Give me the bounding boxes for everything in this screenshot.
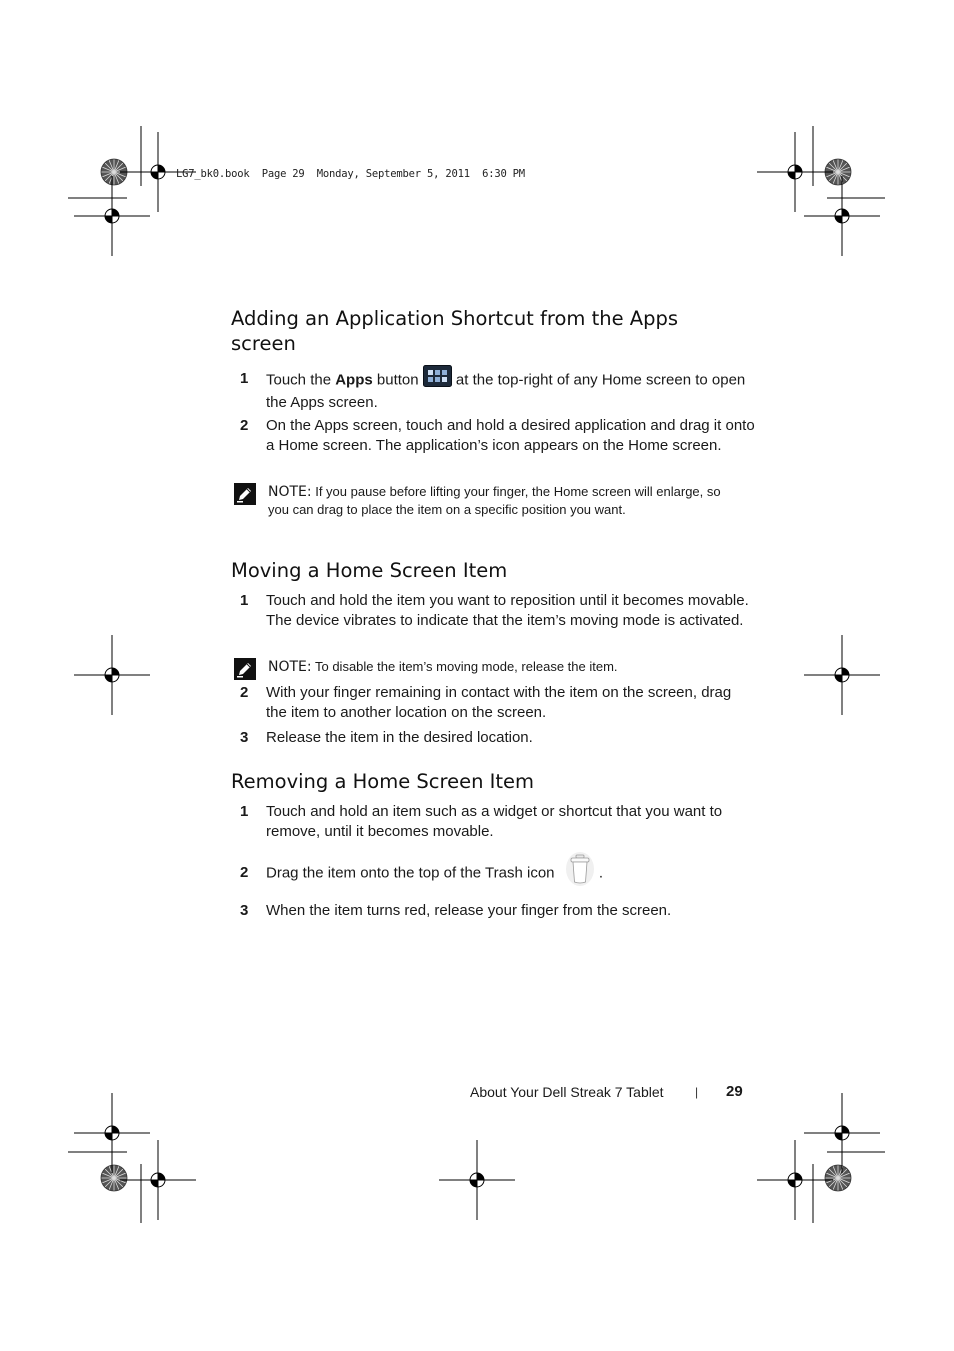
step-item [240, 369, 760, 411]
book-slug-line: LG7_bk0.book Page 29 Monday, September 5, 2011 6:30 PM [176, 168, 525, 180]
step-item [240, 863, 760, 897]
footer-separator: | [695, 1085, 699, 1099]
section-heading-adding-shortcut: Adding an Application Shortcut from the Apps screen [231, 307, 679, 355]
color-bar-star-icon [101, 1165, 127, 1191]
step-number: 3 [240, 729, 249, 746]
apps-grid-icon [423, 365, 452, 393]
section-heading-removing-item: Removing a Home Screen Item [231, 770, 535, 793]
step-text: On the Apps screen, touch and hold a desired application and drag it onto a Home screen. The application’s icon appears on the Home screen. [266, 417, 755, 454]
note-block [234, 483, 734, 539]
step-text: When the item turns red, release your finger from the screen. [266, 902, 672, 919]
note-label: NOTE: [268, 484, 312, 500]
step-text: Touch and hold an item such as a widget or shortcut that you want to remove, until it becomes movable. [266, 803, 723, 840]
apps-label: Apps [335, 371, 373, 389]
pencil-note-icon [234, 658, 256, 680]
step-text: With your finger remaining in contact with the item on the screen, drag the item to another location on the screen. [266, 684, 732, 721]
step-item [240, 683, 760, 725]
registration-mark-icon [120, 1140, 196, 1220]
registration-mark-icon [804, 1093, 880, 1173]
step-text: Touch the Apps button at the top-right of any Home screen to open the Apps screen. [266, 369, 756, 412]
note-block [234, 658, 734, 680]
step-number: 3 [240, 902, 249, 919]
registration-mark-icon [757, 1140, 833, 1220]
registration-mark-icon [804, 635, 880, 715]
note-text: NOTE: To disable the item’s moving mode, release the item. [268, 659, 618, 675]
registration-mark-icon [74, 1093, 150, 1173]
registration-mark-icon [804, 176, 880, 256]
step-item [240, 591, 760, 651]
step-number: 1 [240, 592, 249, 609]
step-text: Touch and hold the item you want to reposition until it becomes movable. The device vibrates to indicate that the item’s moving mode is activated. [266, 592, 749, 629]
step-number: 2 [240, 684, 249, 701]
step-number: 1 [240, 803, 249, 820]
footer-chapter-title: About Your Dell Streak 7 Tablet [470, 1084, 664, 1100]
step-item [240, 901, 760, 923]
pencil-note-icon [234, 483, 256, 505]
step-text: Drag the item onto the top of the Trash icon . [266, 863, 756, 885]
step-number: 2 [240, 864, 249, 881]
section-heading-moving-item: Moving a Home Screen Item [231, 559, 508, 582]
step-item [240, 416, 760, 476]
page-number: 29 [726, 1083, 743, 1100]
registration-mark-icon [74, 176, 150, 256]
registration-mark-icon [74, 635, 150, 715]
registration-mark-icon [439, 1140, 515, 1220]
note-text: NOTE: If you pause before lifting your finger, the Home screen will enlarge, so you can drag to place the item on a specific position you want. [268, 484, 721, 517]
step-item [240, 802, 760, 844]
step-number: 1 [240, 370, 249, 387]
note-label: NOTE: [268, 659, 312, 675]
color-bar-star-icon [825, 1165, 851, 1191]
registration-mark-icon [757, 132, 833, 212]
step-text: Release the item in the desired location. [266, 729, 533, 746]
trash-icon [565, 851, 595, 893]
step-item [240, 728, 760, 750]
step-number: 2 [240, 417, 249, 434]
